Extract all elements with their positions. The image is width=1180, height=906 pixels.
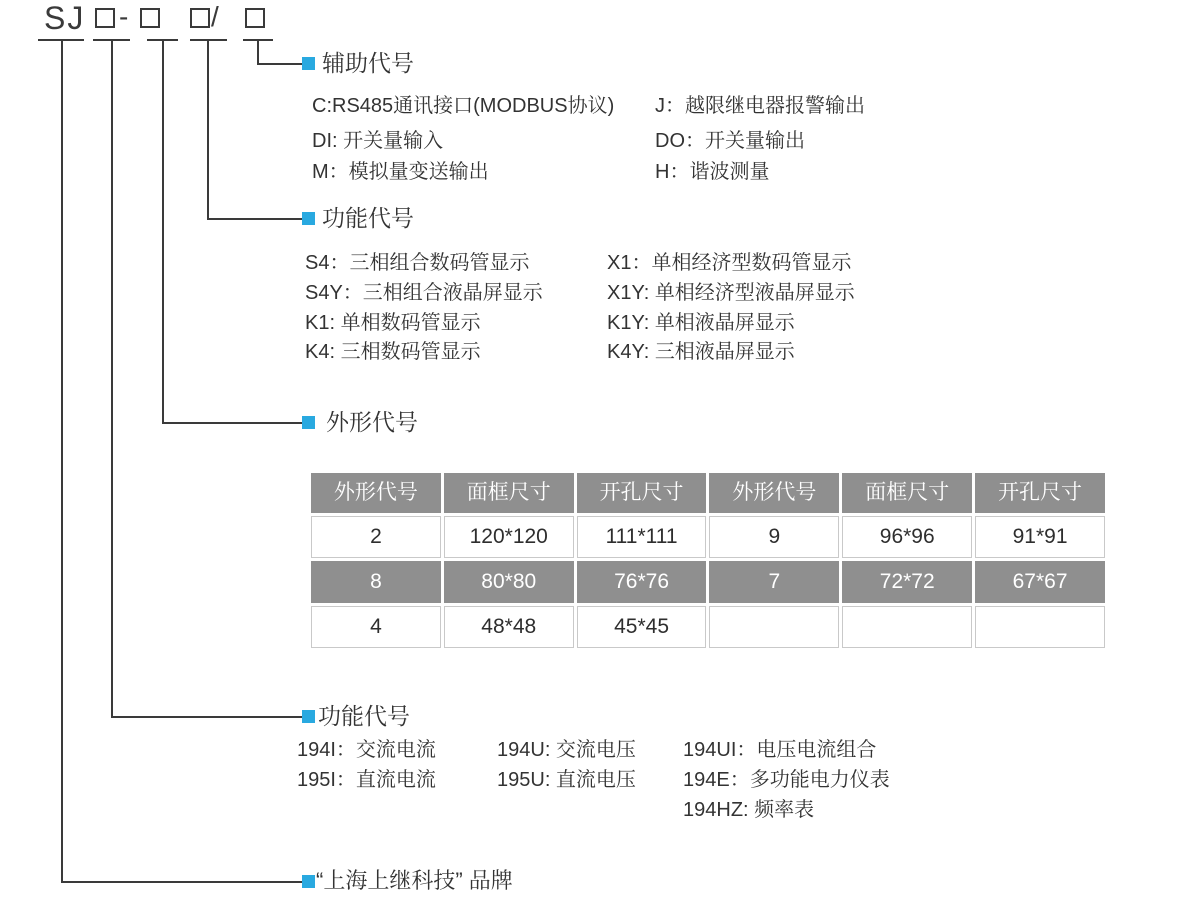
section-title-shape: 外形代号 <box>326 409 418 435</box>
table-cell: 80*80 <box>444 561 574 603</box>
table-cell: 48*48 <box>444 606 574 648</box>
model-digit-box-3 <box>190 8 210 28</box>
table-header-row <box>311 473 1105 513</box>
section-bullet-icon <box>302 212 315 225</box>
table-row <box>311 561 1105 603</box>
function-item: 194U: 交流电压 <box>497 739 636 761</box>
table-cell: 111*111 <box>577 516 707 558</box>
table-cell: 96*96 <box>842 516 972 558</box>
function-item: 194E：多功能电力仪表 <box>683 769 890 791</box>
display-item: X1：单相经济型数码管显示 <box>607 252 852 274</box>
table-header-cell: 面框尺寸 <box>444 473 574 513</box>
table-cell: 9 <box>709 516 839 558</box>
table-cell: 2 <box>311 516 441 558</box>
table-header-cell: 开孔尺寸 <box>975 473 1105 513</box>
section-bullet-icon <box>302 416 315 429</box>
auxiliary-item: DO：开关量输出 <box>655 130 805 152</box>
table-header-cell: 开孔尺寸 <box>577 473 707 513</box>
table-cell: 4 <box>311 606 441 648</box>
model-prefix: SJ <box>44 0 86 36</box>
auxiliary-item: C:RS485通讯接口(MODBUS协议) <box>312 95 615 117</box>
model-dash-separator: - <box>119 1 129 32</box>
table-cell <box>709 606 839 648</box>
display-item: K1Y: 单相液晶屏显示 <box>607 312 795 334</box>
display-item: K1: 单相数码管显示 <box>305 312 481 334</box>
table-header-cell: 外形代号 <box>709 473 839 513</box>
table-cell: 45*45 <box>577 606 707 648</box>
function-item: 194I：交流电流 <box>297 739 436 761</box>
table-cell: 120*120 <box>444 516 574 558</box>
function-item: 194HZ: 频率表 <box>683 799 815 821</box>
table-header-cell: 外形代号 <box>311 473 441 513</box>
section-title-auxiliary: 辅助代号 <box>322 50 414 76</box>
section-bullet-icon <box>302 875 315 888</box>
model-slash-separator: / <box>211 1 219 32</box>
auxiliary-item: J：越限继电器报警输出 <box>655 95 865 117</box>
section-title-function: 功能代号 <box>318 703 410 729</box>
table-cell: 72*72 <box>842 561 972 603</box>
table-cell: 8 <box>311 561 441 603</box>
display-item: X1Y: 单相经济型液晶屏显示 <box>607 282 855 304</box>
table-cell <box>975 606 1105 648</box>
table-cell: 7 <box>709 561 839 603</box>
function-item: 195U: 直流电压 <box>497 769 636 791</box>
table-cell: 67*67 <box>975 561 1105 603</box>
model-digit-box-2 <box>140 8 160 28</box>
display-item: S4Y：三相组合液晶屏显示 <box>305 282 543 304</box>
table-cell <box>842 606 972 648</box>
brand-label: “上海上继科技” 品牌 <box>316 868 513 893</box>
section-title-display: 功能代号 <box>322 205 414 231</box>
model-digit-box-4 <box>245 8 265 28</box>
table-cell: 91*91 <box>975 516 1105 558</box>
auxiliary-item: DI: 开关量输入 <box>312 130 444 152</box>
section-bullet-icon <box>302 710 315 723</box>
model-digit-box-1 <box>95 8 115 28</box>
shape-code-table <box>308 470 1108 651</box>
table-row <box>311 606 1105 648</box>
function-item: 195I：直流电流 <box>297 769 436 791</box>
table-cell: 76*76 <box>577 561 707 603</box>
table-header-cell: 面框尺寸 <box>842 473 972 513</box>
auxiliary-item: M：模拟量变送输出 <box>312 161 489 183</box>
function-item: 194UI：电压电流组合 <box>683 739 877 761</box>
section-bullet-icon <box>302 57 315 70</box>
auxiliary-item: H：谐波测量 <box>655 161 770 183</box>
display-item: S4：三相组合数码管显示 <box>305 252 530 274</box>
table-row <box>311 516 1105 558</box>
display-item: K4: 三相数码管显示 <box>305 341 481 363</box>
display-item: K4Y: 三相液晶屏显示 <box>607 341 795 363</box>
